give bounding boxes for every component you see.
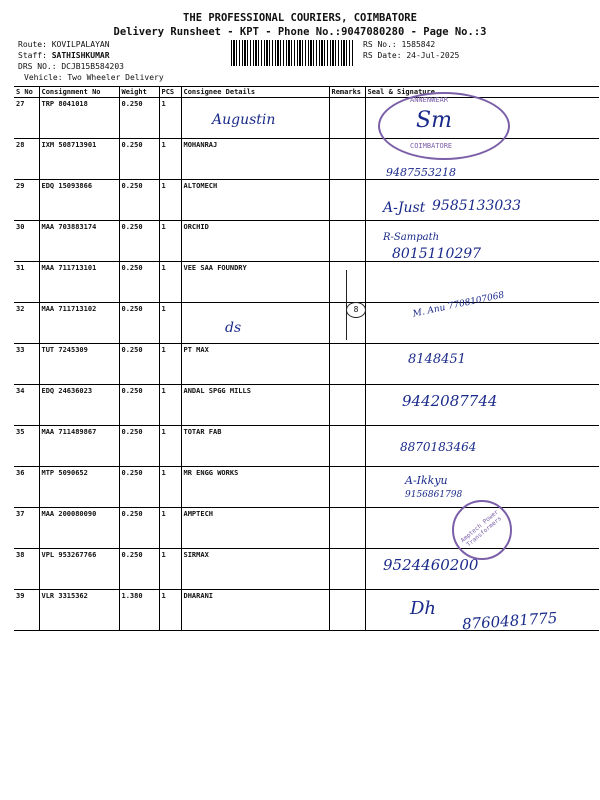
cell-sno: 37 <box>14 508 39 549</box>
cell-pcs: 1 <box>159 385 181 426</box>
cell-pcs: 1 <box>159 303 181 344</box>
cell-remarks <box>329 385 365 426</box>
handwritten-signature: Sm <box>416 108 452 133</box>
cell-weight: 0.250 <box>119 508 159 549</box>
cell-remarks <box>329 467 365 508</box>
table-header-row <box>14 87 599 98</box>
cell-remarks <box>329 98 365 139</box>
cell-consignee: MOHANRAJ <box>181 139 329 180</box>
cell-consignment: VLR 3315362 <box>39 590 119 631</box>
column-header-weight: Weight <box>119 87 159 98</box>
handwritten-signature: 9442087744 <box>402 392 498 410</box>
cell-consignee: AMPTECH <box>181 508 329 549</box>
cell-remarks <box>329 508 365 549</box>
handwritten-phone: 9156861798 <box>405 490 463 500</box>
cell-consignee: ORCHID <box>181 221 329 262</box>
cell-consignment: MAA 711713102 <box>39 303 119 344</box>
table-row <box>14 139 599 180</box>
handwritten-signature: 9487553218 <box>386 166 456 179</box>
cell-weight: 0.250 <box>119 344 159 385</box>
cell-remarks <box>329 139 365 180</box>
bracket-mark <box>328 270 347 340</box>
handwritten-signature: M. Anu 7708107068 <box>411 290 506 320</box>
cell-pcs: 1 <box>159 180 181 221</box>
column-header-consignee: Consignee Details <box>181 87 329 98</box>
cell-consignment: TRP 8041018 <box>39 98 119 139</box>
cell-sno: 38 <box>14 549 39 590</box>
handwritten-signature: 9524460200 <box>383 556 479 574</box>
cell-consignee: TOTAR FAB <box>181 426 329 467</box>
cell-pcs: 1 <box>159 221 181 262</box>
table-row <box>14 344 599 385</box>
cell-pcs: 1 <box>159 262 181 303</box>
column-header-sno: S No <box>14 87 39 98</box>
handwritten-name: Augustin <box>212 112 276 128</box>
cell-remarks <box>329 180 365 221</box>
cell-sno: 33 <box>14 344 39 385</box>
handwritten-signature: 8148451 <box>408 352 466 367</box>
route-label: Route: KOVILPALAYAN <box>18 40 110 49</box>
stamp-arc-text: ANNENWEAR <box>410 96 448 104</box>
handwritten-initials: Dh <box>410 598 437 619</box>
cell-weight: 1.380 <box>119 590 159 631</box>
cell-weight: 0.250 <box>119 385 159 426</box>
cell-pcs: 1 <box>159 426 181 467</box>
cell-sno: 35 <box>14 426 39 467</box>
cell-weight: 0.250 <box>119 426 159 467</box>
cell-sno: 32 <box>14 303 39 344</box>
cell-consignment: MAA 711489867 <box>39 426 119 467</box>
cell-pcs: 1 <box>159 549 181 590</box>
cell-signature <box>365 344 599 385</box>
table-row <box>14 221 599 262</box>
table-row <box>14 98 599 139</box>
document-title: THE PROFESSIONAL COURIERS, COIMBATORE <box>183 12 417 24</box>
cell-consignment: MAA 200080090 <box>39 508 119 549</box>
handwritten-phone: 8015110297 <box>392 246 482 262</box>
staff-name: SATHISHKUMAR <box>51 51 110 60</box>
cell-pcs: 1 <box>159 139 181 180</box>
column-header-pcs: PCS <box>159 87 181 98</box>
cell-consignee <box>181 303 329 344</box>
column-header-signature: Seal & Signature <box>365 87 599 98</box>
stamp-company-text: Amptech Power Transformers <box>459 508 504 549</box>
cell-weight: 0.250 <box>119 549 159 590</box>
cell-consignment: IXM 508713901 <box>39 139 119 180</box>
seal-stamp <box>378 92 510 160</box>
cell-sno: 28 <box>14 139 39 180</box>
cell-pcs: 1 <box>159 467 181 508</box>
drs-number: DRS NO.: DCJB15B584203 <box>18 62 124 71</box>
handwritten-signature: R-Sampath <box>383 232 440 243</box>
cell-pcs: 1 <box>159 508 181 549</box>
cell-consignee: PT MAX <box>181 344 329 385</box>
cell-sno: 29 <box>14 180 39 221</box>
table-row <box>14 426 599 467</box>
company-seal-stamp <box>452 500 512 560</box>
table-row <box>14 549 599 590</box>
staff-line <box>18 51 110 60</box>
cell-remarks <box>329 590 365 631</box>
handwritten-signature: 8760481775 <box>461 608 558 634</box>
handwritten-initials: ds <box>225 320 242 336</box>
column-header-remarks: Remarks <box>329 87 365 98</box>
cell-consignment: EDQ 24636023 <box>39 385 119 426</box>
handwritten-signature: A-Just <box>383 200 426 216</box>
cell-consignee: ANDAL SPGG MILLS <box>181 385 329 426</box>
cell-consignment: MAA 703883174 <box>39 221 119 262</box>
table-row <box>14 262 599 303</box>
cell-weight: 0.250 <box>119 139 159 180</box>
stamp-city: COIMBATORE <box>410 142 453 150</box>
cell-consignee: VEE SAA FOUNDRY <box>181 262 329 303</box>
cell-sno: 34 <box>14 385 39 426</box>
cell-weight: 0.250 <box>119 262 159 303</box>
runsheet-table <box>14 86 599 631</box>
rs-date: RS Date: 24-Jul-2025 <box>363 51 460 60</box>
cell-consignment: EDQ 15093866 <box>39 180 119 221</box>
cell-sno: 36 <box>14 467 39 508</box>
cell-remarks <box>329 426 365 467</box>
column-header-consignment: Consignment No <box>39 87 119 98</box>
cell-consignee: SIRMAX <box>181 549 329 590</box>
handwritten-phone: 9585133033 <box>432 198 522 214</box>
cell-sno: 31 <box>14 262 39 303</box>
cell-pcs: 1 <box>159 590 181 631</box>
table-row <box>14 467 599 508</box>
cell-consignment: TUT 7245309 <box>39 344 119 385</box>
cell-consignment: MAA 711713101 <box>39 262 119 303</box>
cell-consignment: VPL 953267766 <box>39 549 119 590</box>
cell-consignment: MTP 5090652 <box>39 467 119 508</box>
document-subtitle: Delivery Runsheet - KPT - Phone No.:9047080280 - Page No.:3 <box>113 26 487 38</box>
cell-consignee: DHARANI <box>181 590 329 631</box>
cell-weight: 0.250 <box>119 98 159 139</box>
cell-weight: 0.250 <box>119 467 159 508</box>
cell-consignee: ALTOMECH <box>181 180 329 221</box>
cell-consignee: MR ENGG WORKS <box>181 467 329 508</box>
barcode <box>231 40 353 66</box>
cell-signature <box>365 303 599 344</box>
cell-weight: 0.250 <box>119 303 159 344</box>
cell-remarks <box>329 344 365 385</box>
staff-label: Staff: <box>18 51 52 60</box>
cell-weight: 0.250 <box>119 180 159 221</box>
handwritten-signature: 8870183464 <box>400 440 477 454</box>
rs-number: RS No.: 1585842 <box>363 40 436 49</box>
cell-pcs: 1 <box>159 344 181 385</box>
cell-sno: 27 <box>14 98 39 139</box>
cell-sno: 39 <box>14 590 39 631</box>
vehicle-type: Vehicle: Two Wheeler Delivery <box>24 73 164 82</box>
handwritten-count: 8 <box>346 302 366 318</box>
cell-weight: 0.250 <box>119 221 159 262</box>
cell-pcs: 1 <box>159 98 181 139</box>
handwritten-signature: A-Ikkyu <box>405 474 448 487</box>
cell-remarks <box>329 549 365 590</box>
cell-remarks <box>329 221 365 262</box>
table-row <box>14 303 599 344</box>
table-row <box>14 385 599 426</box>
cell-sno: 30 <box>14 221 39 262</box>
